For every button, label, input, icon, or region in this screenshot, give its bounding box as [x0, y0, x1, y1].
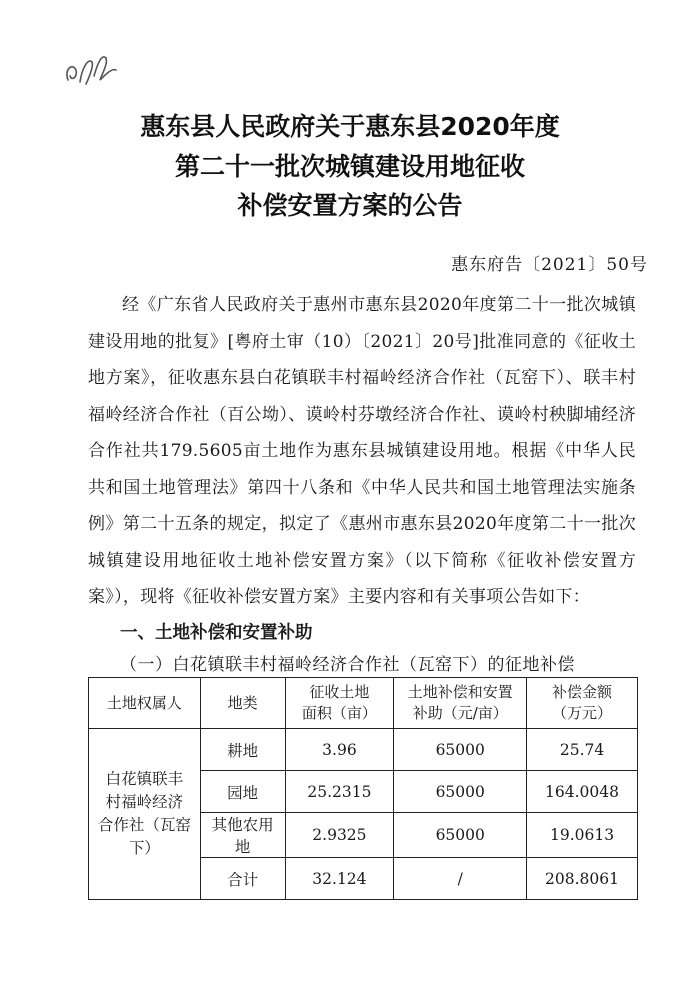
cell-land-type: 其他农用地 — [200, 813, 285, 858]
cell-amount: 164.0048 — [527, 771, 638, 813]
owner-cell — [89, 729, 201, 900]
header-area-line2: 面积（亩） — [301, 704, 377, 722]
cell-rate: 65000 — [394, 813, 527, 858]
document-number: 惠东府告〔2021〕50号 — [451, 255, 648, 275]
header-amount-line1: 补偿金额 — [552, 683, 613, 701]
cell-amount: 208.8061 — [527, 858, 638, 900]
cell-area: 25.2315 — [285, 771, 394, 813]
owner-line-3: 合作社（瓦窑 — [97, 816, 191, 834]
subsection-heading: （一）白花镇联丰村福岭经济合作社（瓦窑下）的征地补偿 — [120, 655, 575, 675]
handwritten-signature — [58, 40, 128, 95]
section-heading: 一、土地补偿和安置补助 — [120, 623, 313, 643]
compensation-table — [88, 677, 638, 900]
header-area — [285, 678, 394, 729]
cell-rate: 65000 — [394, 771, 527, 813]
body-paragraph: 经《广东省人民政府关于惠州市惠东县2020年度第二十一批次城镇建设用地的批复》[粤府土审（10）〔2021〕20号]批准同意的《征收土地方案》，征收惠东县白花镇联丰村福岭经济合作社（瓦窑下）、联丰村福岭经济合作社（百公坳）、谟岭村芬墩经济合作社、谟岭村秧脚埔经济合作社共179.5605亩土地作为惠东县城镇建设用地。根据《中华人民共和国土地管理法》第四十八条和《中华人民共和国土地管理法实施条例》第二十五条的规定，拟定了《惠州市惠东县2020年度第二十一批次城镇建设用地征收土地补偿安置方案》（以下简称《征收补偿安置方案》），现将《征收补偿安置方案》主要内容和有关事项公告如下： — [88, 295, 636, 607]
header-rate-line2: 补助（元/亩） — [412, 704, 508, 722]
header-rate-line1: 土地补偿和安置 — [407, 683, 513, 701]
cell-land-type: 园地 — [200, 771, 285, 813]
cell-land-type: 耕地 — [200, 729, 285, 771]
header-amount-line2: （万元） — [552, 704, 613, 722]
header-owner: 土地权属人 — [89, 678, 201, 729]
header-amount — [527, 678, 638, 729]
header-area-line1: 征收土地 — [309, 683, 370, 701]
cell-land-type: 合计 — [200, 858, 285, 900]
title-line-1: 惠东县人民政府关于惠东县2020年度 — [140, 112, 560, 141]
cell-rate: 65000 — [394, 729, 527, 771]
cell-area: 2.9325 — [285, 813, 394, 858]
title-line-2: 第二十一批次城镇建设用地征收 — [174, 152, 525, 181]
header-land-type: 地类 — [200, 678, 285, 729]
cell-area: 3.96 — [285, 729, 394, 771]
owner-line-2: 村福岭经济 — [105, 793, 184, 811]
cell-rate: / — [394, 858, 527, 900]
table-row — [89, 729, 638, 771]
cell-amount: 19.0613 — [527, 813, 638, 858]
header-rate — [394, 678, 527, 729]
owner-line-1: 白花镇联丰 — [105, 770, 184, 788]
owner-line-4: 下） — [128, 839, 160, 857]
cell-area: 32.124 — [285, 858, 394, 900]
table-header-row — [89, 678, 638, 729]
title-line-3: 补偿安置方案的公告 — [237, 191, 463, 220]
cell-amount: 25.74 — [527, 729, 638, 771]
